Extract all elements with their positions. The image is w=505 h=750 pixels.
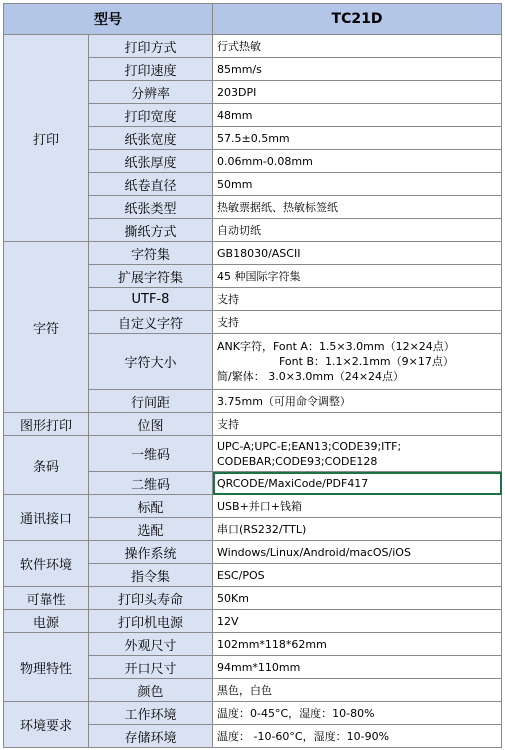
category-cell: 软件环境: [4, 541, 89, 587]
item-cell: 扩展字符集: [89, 265, 213, 288]
category-cell: 条码: [4, 436, 89, 495]
item-cell: 行间距: [89, 390, 213, 413]
selected-value-cell[interactable]: QRCODE/MaxiCode/PDF417: [213, 472, 502, 495]
item-cell: 标配: [89, 495, 213, 518]
value-cell: 0.06mm-0.08mm: [213, 150, 502, 173]
category-cell: 物理特性: [4, 633, 89, 702]
table-row: [4, 495, 502, 518]
value-line: 简/繁体： 3.0×3.0mm（24×24点）: [217, 370, 405, 383]
item-cell: 位图: [89, 413, 213, 436]
item-cell: 存储环境: [89, 725, 213, 748]
value-cell: 行式热敏: [213, 35, 502, 58]
item-cell: 打印宽度: [89, 104, 213, 127]
item-cell: 自定义字符: [89, 311, 213, 334]
item-cell: 二维码: [89, 472, 213, 495]
item-cell: 字符大小: [89, 334, 213, 390]
header-row: [4, 4, 502, 35]
item-cell: 打印机电源: [89, 610, 213, 633]
value-cell: 203DPI: [213, 81, 502, 104]
item-cell: 打印头寿命: [89, 587, 213, 610]
spec-table: [3, 3, 502, 748]
value-cell: 串口(RS232/TTL): [213, 518, 502, 541]
table-row: [4, 587, 502, 610]
value-cell: GB18030/ASCII: [213, 242, 502, 265]
value-cell: 50mm: [213, 173, 502, 196]
value-cell: [213, 436, 502, 472]
value-line: Font B：1.1×2.1mm（9×17点）: [279, 355, 454, 368]
item-cell: 打印速度: [89, 58, 213, 81]
item-cell: 纸张类型: [89, 196, 213, 219]
value-cell: 温度：0-45°C，湿度：10-80%: [213, 702, 502, 725]
item-cell: 工作环境: [89, 702, 213, 725]
category-cell: 可靠性: [4, 587, 89, 610]
category-cell: 图形打印: [4, 413, 89, 436]
category-cell: 通讯接口: [4, 495, 89, 541]
value-line: CODEBAR;CODE93;CODE128: [217, 454, 378, 468]
value-cell: 黑色，白色: [213, 679, 502, 702]
item-cell: UTF-8: [89, 288, 213, 311]
table-row: [4, 413, 502, 436]
model-label: 型号: [4, 4, 213, 35]
value-cell: [213, 334, 502, 390]
spec-body: [4, 35, 502, 748]
item-cell: 纸卷直径: [89, 173, 213, 196]
value-cell: 温度： -10-60°C，湿度：10-90%: [213, 725, 502, 748]
value-cell: 50Km: [213, 587, 502, 610]
value-line: UPC-A;UPC-E;EAN13;CODE39;ITF;: [217, 439, 402, 453]
table-row: [4, 610, 502, 633]
item-cell: 选配: [89, 518, 213, 541]
item-cell: 纸张宽度: [89, 127, 213, 150]
category-cell: 电源: [4, 610, 89, 633]
item-cell: 分辨率: [89, 81, 213, 104]
model-value: TC21D: [213, 4, 502, 35]
value-cell: 支持: [213, 413, 502, 436]
category-cell: 打印: [4, 35, 89, 242]
item-cell: 操作系统: [89, 541, 213, 564]
value-cell: 热敏票据纸、热敏标签纸: [213, 196, 502, 219]
value-cell: 85mm/s: [213, 58, 502, 81]
item-cell: 字符集: [89, 242, 213, 265]
value-cell: 45 种国际字符集: [213, 265, 502, 288]
item-cell: 撕纸方式: [89, 219, 213, 242]
item-cell: 外观尺寸: [89, 633, 213, 656]
value-cell: 57.5±0.5mm: [213, 127, 502, 150]
value-cell: 3.75mm（可用命令调整）: [213, 390, 502, 413]
table-row: [4, 436, 502, 472]
value-cell: 94mm*110mm: [213, 656, 502, 679]
category-cell: 字符: [4, 242, 89, 413]
item-cell: 一维码: [89, 436, 213, 472]
item-cell: 指令集: [89, 564, 213, 587]
item-cell: 打印方式: [89, 35, 213, 58]
value-cell: Windows/Linux/Android/macOS/iOS: [213, 541, 502, 564]
item-cell: 颜色: [89, 679, 213, 702]
value-cell: 自动切纸: [213, 219, 502, 242]
category-cell: 环境要求: [4, 702, 89, 748]
table-row: [4, 242, 502, 265]
value-cell: 102mm*118*62mm: [213, 633, 502, 656]
value-cell: ESC/POS: [213, 564, 502, 587]
value-cell: 支持: [213, 311, 502, 334]
table-row: [4, 541, 502, 564]
value-cell: USB+并口+钱箱: [213, 495, 502, 518]
item-cell: 开口尺寸: [89, 656, 213, 679]
table-row: [4, 702, 502, 725]
value-cell: 48mm: [213, 104, 502, 127]
value-cell: 12V: [213, 610, 502, 633]
table-row: [4, 633, 502, 656]
item-cell: 纸张厚度: [89, 150, 213, 173]
value-cell: 支持: [213, 288, 502, 311]
value-line: ANK字符，Font A：1.5×3.0mm（12×24点）: [217, 340, 455, 353]
table-row: [4, 35, 502, 58]
